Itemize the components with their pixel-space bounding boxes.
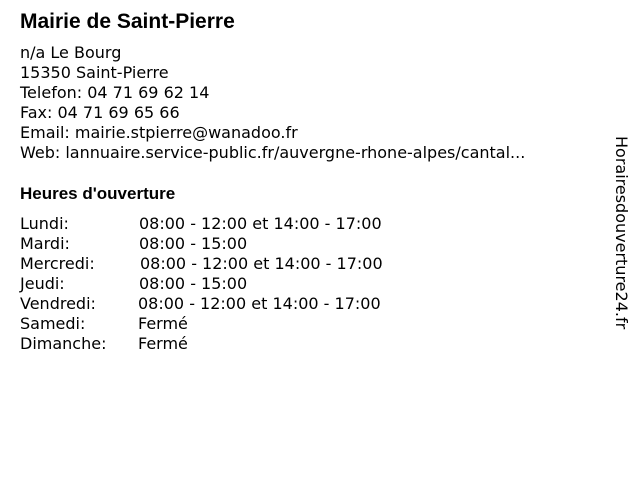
phone-line: Telefon: 04 71 69 62 14: [20, 83, 210, 102]
hours-day: Jeudi:: [20, 274, 65, 293]
hours-day: Dimanche:: [20, 334, 107, 353]
hours-time: Fermé: [138, 314, 188, 333]
hours-day: Mercredi:: [20, 254, 95, 273]
watermark-text: Horairesdouverture24.fr: [612, 136, 631, 330]
hours-time: 08:00 - 12:00 et 14:00 - 17:00: [140, 254, 383, 273]
hours-time: 08:00 - 12:00 et 14:00 - 17:00: [139, 214, 382, 233]
hours-time: 08:00 - 12:00 et 14:00 - 17:00: [138, 294, 381, 313]
web-line: Web: lannuaire.service-public.fr/auvergne-rhone-alpes/cantal...: [20, 143, 526, 162]
fax-line: Fax: 04 71 69 65 66: [20, 103, 180, 122]
hours-day: Vendredi:: [20, 294, 96, 313]
hours-heading: Heures d'ouverture: [20, 184, 176, 203]
hours-time: Fermé: [138, 334, 188, 353]
address-line-1: n/a Le Bourg: [20, 43, 122, 62]
hours-time: 08:00 - 15:00: [139, 274, 248, 293]
address-line-2: 15350 Saint-Pierre: [20, 63, 169, 82]
hours-day: Lundi:: [20, 214, 69, 233]
hours-day: Mardi:: [20, 234, 70, 253]
page-title: Mairie de Saint-Pierre: [20, 10, 235, 33]
hours-time: 08:00 - 15:00: [139, 234, 248, 253]
hours-day: Samedi:: [20, 314, 86, 333]
email-line: Email: mairie.stpierre@wanadoo.fr: [20, 123, 298, 142]
contact-block: [20, 43, 525, 163]
